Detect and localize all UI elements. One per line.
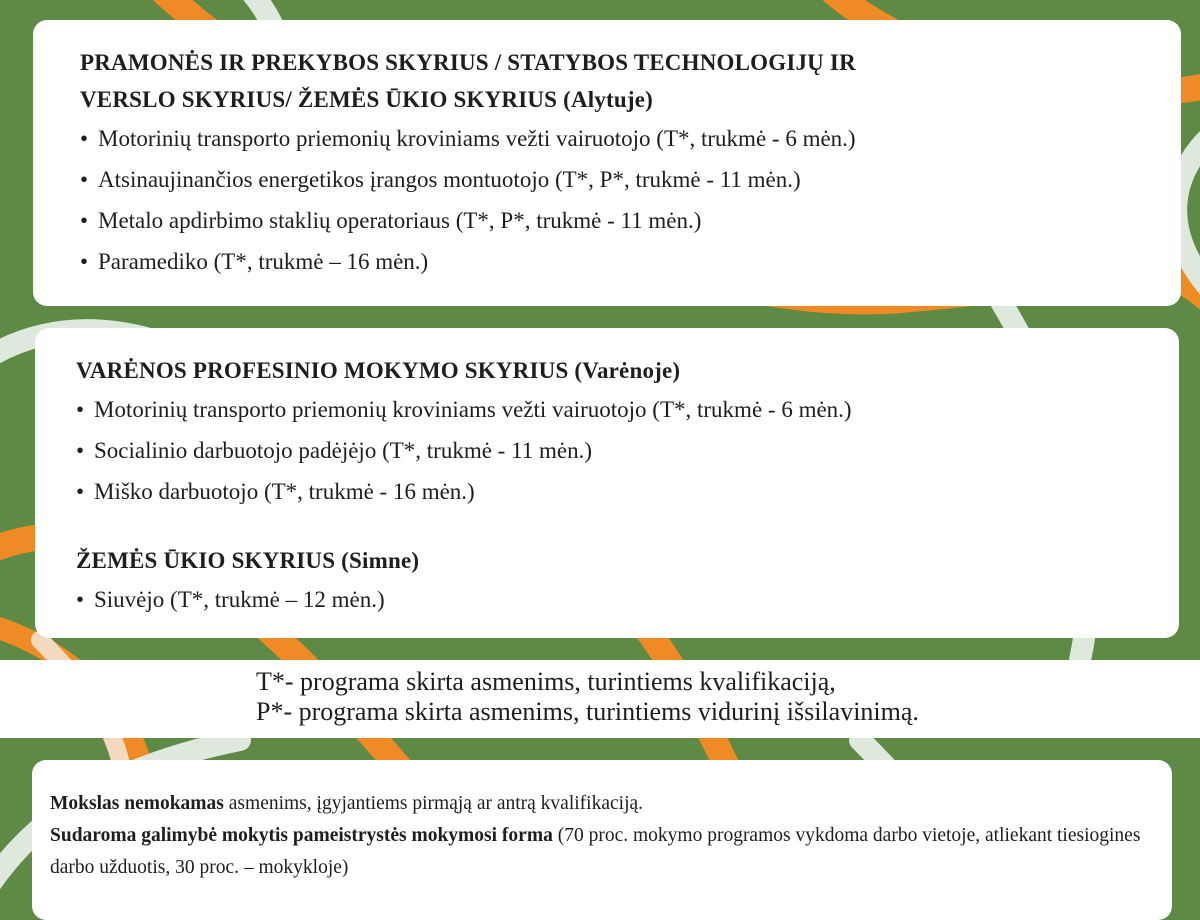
notes-card [32, 760, 1172, 920]
bullet: • [80, 167, 89, 192]
section-heading: ŽEMĖS ŪKIO SKYRIUS (Simne) [76, 548, 420, 573]
legend-p-line: P*- programa skirta asmenims, turintiems vidurinį išsilavinimą. [256, 697, 919, 726]
bullet: • [80, 208, 89, 233]
section-heading: VERSLO SKYRIUS/ ŽEMĖS ŪKIO SKYRIUS (Alytuje) [80, 87, 654, 112]
legend-t-line: T*- programa skirta asmenims, turintiems kvalifikaciją, [256, 667, 836, 696]
list-item: • Socialinio darbuotojo padėjėjo (T*, trukmė - 11 mėn.) [76, 430, 1179, 471]
section-heading: PRAMONĖS IR PREKYBOS SKYRIUS / STATYBOS TECHNOLOGIJŲ IR [80, 50, 856, 75]
list-item: • Miško darbuotojo (T*, trukmė - 16 mėn.) [76, 471, 1179, 512]
bullet: • [76, 479, 85, 504]
bullet: • [76, 587, 85, 612]
list-item: • Motorinių transporto priemonių kroviniams vežti vairuotojo (T*, trukmė - 6 mėn.) [80, 118, 1181, 159]
list-item: • Paramediko (T*, trukmė – 16 mėn.) [80, 241, 1181, 282]
bullet: • [76, 438, 85, 463]
free-education-note: Mokslas nemokamas asmenims, įgyjantiems pirmąją ar antrą kvalifikaciją. [50, 793, 644, 814]
section-heading: VARĖNOS PROFESINIO MOKYMO SKYRIUS (Varėnoje) [76, 358, 681, 383]
programs-card-alytus [33, 20, 1181, 306]
list-item: • Metalo apdirbimo staklių operatoriaus (T*, P*, trukmė - 11 mėn.) [80, 200, 1181, 241]
bullet: • [80, 249, 89, 274]
list-item: • Siuvėjo (T*, trukmė – 12 mėn.) [76, 579, 1179, 620]
list-item: • Motorinių transporto priemonių kroviniams vežti vairuotojo (T*, trukmė - 6 mėn.) [76, 389, 1179, 430]
bullet: • [76, 397, 85, 422]
programs-card-varena-simnas [35, 328, 1179, 638]
list-item: • Atsinaujinančios energetikos įrangos montuotojo (T*, P*, trukmė - 11 mėn.) [80, 159, 1181, 200]
apprenticeship-note: Sudaroma galimybė mokytis pameistrystės mokymosi forma (70 proc. mokymo programos vykdoma darbo vietoje, atliekant tiesiogines darbo užduotis, 30 proc. – mokykloje) [50, 825, 1141, 878]
bullet: • [80, 126, 89, 151]
